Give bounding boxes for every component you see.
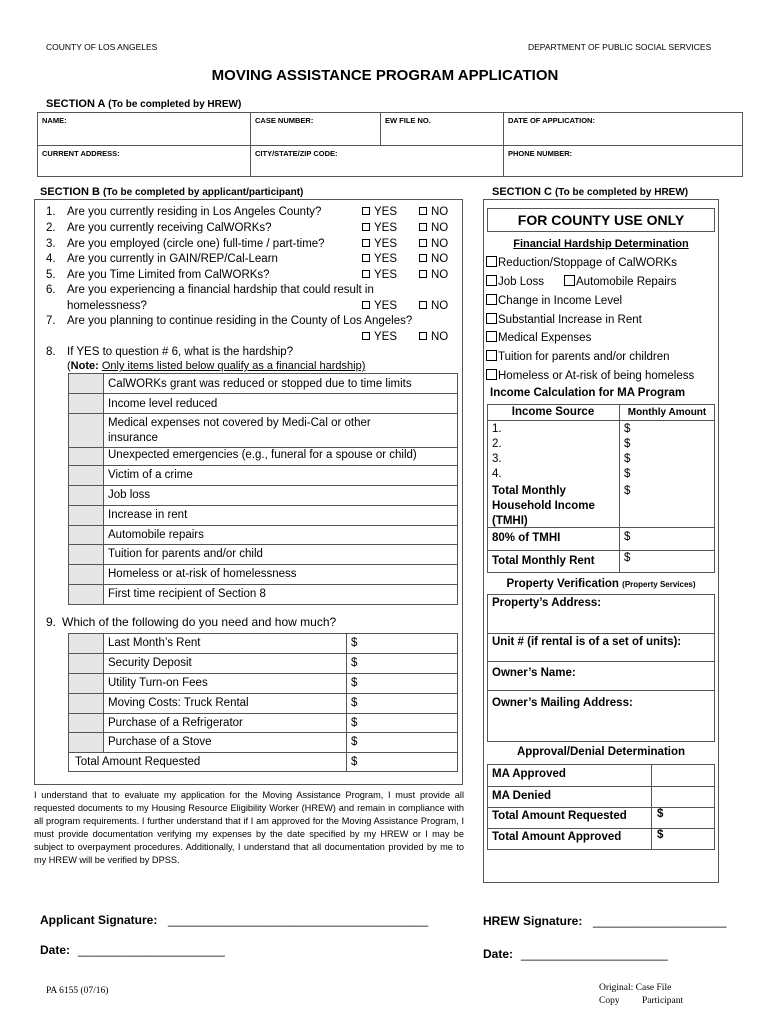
ma-denied-field[interactable] bbox=[657, 790, 713, 806]
fhd-tuition: Tuition for parents and/or children bbox=[486, 350, 670, 363]
fhd-reduction-checkbox[interactable] bbox=[486, 256, 497, 267]
property-address-field[interactable]: Property’s Address: bbox=[492, 597, 602, 609]
q7-answer: YES bbox=[362, 330, 397, 346]
q7-no: NO bbox=[419, 330, 448, 346]
q1-answer: YES bbox=[362, 205, 397, 221]
need-item[interactable]: Security Deposit bbox=[108, 657, 192, 669]
total-amount-requested-label: Total Amount Requested bbox=[75, 756, 201, 768]
section-c-heading: SECTION C (To be completed by HREW) bbox=[492, 186, 689, 198]
income-source-header: Income Source bbox=[511, 406, 595, 418]
pct-tmhi-label: 80% of TMHI bbox=[492, 532, 561, 544]
q4-num: 4. bbox=[46, 253, 56, 265]
approval-total-requested-label: Total Amount Requested bbox=[492, 810, 627, 822]
total-rent-amount[interactable]: $ bbox=[624, 552, 631, 564]
q7-no-checkbox[interactable] bbox=[419, 332, 427, 340]
need-item[interactable]: Purchase of a Refrigerator bbox=[108, 717, 243, 729]
need-item[interactable]: Last Month’s Rent bbox=[108, 637, 201, 649]
ma-denied-label: MA Denied bbox=[492, 790, 551, 802]
q6-no: NO bbox=[419, 299, 448, 315]
section-b-heading: SECTION B (To be completed by applicant/participant) bbox=[40, 186, 304, 198]
form-title: MOVING ASSISTANCE PROGRAM APPLICATION bbox=[211, 67, 559, 84]
hardship-item[interactable]: Income level reduced bbox=[108, 398, 218, 410]
q2-text: Are you currently receiving CalWORKs? bbox=[67, 222, 272, 234]
approval-title: Approval/Denial Determination bbox=[516, 746, 686, 758]
need-item[interactable]: Moving Costs: Truck Rental bbox=[108, 697, 249, 709]
q3-num: 3. bbox=[46, 238, 56, 250]
need-item[interactable]: Purchase of a Stove bbox=[108, 736, 212, 748]
applicant-signature-label: Applicant Signature: bbox=[40, 913, 158, 927]
fhd-medical: Medical Expenses bbox=[486, 331, 591, 344]
q6-num: 6. bbox=[46, 284, 56, 296]
q6-answer: YES bbox=[362, 299, 397, 315]
fhd-auto-repairs-checkbox[interactable] bbox=[564, 275, 575, 286]
income-amount-1[interactable]: $ bbox=[624, 423, 631, 435]
tmhi-amount[interactable]: $ bbox=[624, 485, 631, 497]
applicant-signature-line[interactable]: _______________________________________ bbox=[168, 913, 429, 927]
q8-note: (Note: Only items listed below qualify as a financial hardship) bbox=[67, 360, 366, 372]
fhd-auto-repairs: Automobile Repairs bbox=[564, 275, 676, 288]
need-amount-field[interactable]: $ bbox=[351, 717, 358, 729]
income-amount-4[interactable]: $ bbox=[624, 468, 631, 480]
applicant-statement: I understand that to evaluate my application for the Moving Assistance Program, I must provide all requested documents to my Housing Resource Eligibility Worker (HREW) and remain in compliance with all program requirements. I further understand that if I am approved for the Moving Assistance Program, I must provide documentation verifying my expenses by the date specified by my HREW or I may be subject to overpayment procedures. Additionally, I understand that all documentation provided by me to my HREW will be verified by DPSS. bbox=[34, 790, 464, 865]
q5-answer: YES bbox=[362, 268, 397, 284]
q9-text: Which of the following do you need and how much? bbox=[62, 615, 337, 629]
q7-yes-checkbox[interactable] bbox=[362, 332, 370, 340]
monthly-amount-header: Monthly Amount bbox=[627, 407, 707, 418]
income-row-1[interactable]: 1. bbox=[492, 423, 502, 435]
income-amount-3[interactable]: $ bbox=[624, 453, 631, 465]
q4-text: Are you currently in GAIN/REP/Cal-Learn bbox=[67, 253, 278, 265]
department-name: DEPARTMENT OF PUBLIC SOCIAL SERVICES bbox=[528, 42, 712, 52]
hardship-item[interactable]: First time recipient of Section 8 bbox=[108, 588, 266, 600]
fhd-homeless-checkbox[interactable] bbox=[486, 369, 497, 380]
hardship-item[interactable]: Job loss bbox=[108, 489, 151, 501]
q5-yes-checkbox[interactable] bbox=[362, 270, 370, 278]
need-amount-field[interactable]: $ bbox=[351, 677, 358, 689]
hrew-signature-line[interactable]: ____________________ bbox=[593, 914, 727, 928]
total-rent-label: Total Monthly Rent bbox=[492, 555, 595, 567]
hardship-item[interactable]: Automobile repairs bbox=[108, 529, 204, 541]
approval-approved-amount[interactable]: $ bbox=[657, 829, 664, 841]
q9-num: 9. bbox=[46, 615, 57, 629]
fhd-homeless: Homeless or At-risk of being homeless bbox=[486, 369, 694, 382]
owner-name-field[interactable]: Owner’s Name: bbox=[492, 667, 576, 679]
q1-num: 1. bbox=[46, 206, 56, 218]
need-amount-field[interactable]: $ bbox=[351, 637, 358, 649]
q6-yes-checkbox[interactable] bbox=[362, 301, 370, 309]
q6-text-cont: homelessness? bbox=[67, 300, 147, 312]
ew-file-no-field[interactable]: EW FILE NO. bbox=[385, 116, 431, 125]
q4-no-checkbox[interactable] bbox=[419, 254, 427, 262]
pct-tmhi-amount[interactable]: $ bbox=[624, 531, 631, 543]
phone-number-field[interactable]: PHONE NUMBER: bbox=[508, 149, 573, 158]
q1-text: Are you currently residing in Los Angeles County? bbox=[67, 206, 322, 218]
need-amount-field[interactable]: $ bbox=[351, 657, 358, 669]
distribution-copy-label: Copy bbox=[599, 996, 620, 1006]
hardship-item[interactable]: Medical expenses not covered by Medi-Cal or other insurance bbox=[108, 417, 371, 444]
city-state-zip-field[interactable]: CITY/STATE/ZIP CODE: bbox=[255, 149, 338, 158]
fhd-income-change: Change in Income Level bbox=[486, 294, 622, 307]
fhd-tuition-checkbox[interactable] bbox=[486, 350, 497, 361]
distribution-original: Original: Case File bbox=[599, 983, 672, 993]
form-number: PA 6155 (07/16) bbox=[46, 986, 109, 996]
q1-no: NO bbox=[419, 205, 448, 221]
hardship-item[interactable]: Homeless or at-risk of homelessness bbox=[108, 568, 297, 580]
section-a-heading: SECTION A (To be completed by HREW) bbox=[46, 98, 242, 110]
q1-yes-checkbox[interactable] bbox=[362, 207, 370, 215]
need-amount-field[interactable]: $ bbox=[351, 697, 358, 709]
q3-no: NO bbox=[419, 237, 448, 253]
q7-num: 7. bbox=[46, 315, 56, 327]
q3-answer: YES bbox=[362, 237, 397, 253]
q7-text: Are you planning to continue residing in the County of Los Angeles? bbox=[67, 315, 413, 327]
fhd-rent-increase: Substantial Increase in Rent bbox=[486, 313, 642, 326]
q2-answer: YES bbox=[362, 221, 397, 237]
name-field[interactable]: NAME: bbox=[42, 116, 67, 125]
tmhi-label: Total Monthly Household Income (TMHI) bbox=[492, 485, 595, 527]
hardship-item[interactable]: Increase in rent bbox=[108, 509, 188, 521]
q2-num: 2. bbox=[46, 222, 56, 234]
hardship-item[interactable]: Victim of a crime bbox=[108, 469, 193, 481]
approval-requested-amount[interactable]: $ bbox=[657, 808, 664, 820]
hrew-date-label: Date: bbox=[483, 947, 514, 961]
q8-text: If YES to question # 6, what is the hardship? bbox=[67, 346, 294, 358]
q6-text: Are you experiencing a financial hardship that could result in bbox=[67, 284, 374, 296]
hrew-date-line[interactable]: ______________________ bbox=[521, 947, 668, 961]
distribution-copy-value: Participant bbox=[642, 996, 684, 1006]
hardship-item[interactable]: Tuition for parents and/or child bbox=[108, 548, 263, 560]
county-name: COUNTY OF LOS ANGELES bbox=[46, 42, 158, 52]
hardship-item[interactable]: CalWORKs grant was reduced or stopped due to time limits bbox=[108, 378, 412, 390]
fhd-title: Financial Hardship Determination bbox=[513, 238, 689, 250]
applicant-date-line[interactable]: ______________________ bbox=[78, 943, 225, 957]
income-calc-title: Income Calculation for MA Program bbox=[490, 387, 686, 399]
fhd-medical-checkbox[interactable] bbox=[486, 331, 497, 342]
q4-answer: YES bbox=[362, 252, 397, 268]
approval-total-approved-label: Total Amount Approved bbox=[492, 831, 622, 843]
fhd-rent-increase-checkbox[interactable] bbox=[486, 313, 497, 324]
income-row-4[interactable]: 4. bbox=[492, 468, 502, 480]
q2-yes-checkbox[interactable] bbox=[362, 223, 370, 231]
income-amount-2[interactable]: $ bbox=[624, 438, 631, 450]
q5-no-checkbox[interactable] bbox=[419, 270, 427, 278]
q5-no: NO bbox=[419, 268, 448, 284]
fhd-reduction: Reduction/Stoppage of CalWORKs bbox=[486, 256, 677, 269]
q5-num: 5. bbox=[46, 269, 56, 281]
applicant-date-label: Date: bbox=[40, 943, 71, 957]
income-row-3[interactable]: 3. bbox=[492, 453, 502, 465]
county-use-title: FOR COUNTY USE ONLY bbox=[517, 212, 685, 228]
q2-no-checkbox[interactable] bbox=[419, 223, 427, 231]
date-of-application-field[interactable]: DATE OF APPLICATION: bbox=[508, 116, 595, 125]
current-address-field[interactable]: CURRENT ADDRESS: bbox=[42, 149, 120, 158]
ma-approved-field[interactable] bbox=[657, 768, 713, 784]
q3-no-checkbox[interactable] bbox=[419, 239, 427, 247]
q4-yes-checkbox[interactable] bbox=[362, 254, 370, 262]
q8-num: 8. bbox=[46, 346, 56, 358]
total-amount-field[interactable]: $ bbox=[351, 756, 358, 768]
property-verification-title: Property Verification (Property Services) bbox=[506, 578, 696, 590]
fhd-income-change-checkbox[interactable] bbox=[486, 294, 497, 305]
need-item[interactable]: Utility Turn-on Fees bbox=[108, 677, 208, 689]
q2-no: NO bbox=[419, 221, 448, 237]
hardship-item[interactable]: Unexpected emergencies (e.g., funeral for a spouse or child) bbox=[108, 449, 417, 461]
q6-no-checkbox[interactable] bbox=[419, 301, 427, 309]
unit-number-field[interactable]: Unit # (if rental is of a set of units): bbox=[492, 636, 682, 648]
fhd-job-loss-checkbox[interactable] bbox=[486, 275, 497, 286]
q3-text: Are you employed (circle one) full-time / part-time? bbox=[67, 238, 325, 250]
fhd-job-loss: Job Loss bbox=[486, 275, 544, 288]
need-amount-field[interactable]: $ bbox=[351, 736, 358, 748]
q1-no-checkbox[interactable] bbox=[419, 207, 427, 215]
q3-yes-checkbox[interactable] bbox=[362, 239, 370, 247]
case-number-field[interactable]: CASE NUMBER: bbox=[255, 116, 314, 125]
q5-text: Are you Time Limited from CalWORKs? bbox=[67, 269, 270, 281]
income-row-2[interactable]: 2. bbox=[492, 438, 502, 450]
hrew-signature-label: HREW Signature: bbox=[483, 914, 583, 928]
ma-approved-label: MA Approved bbox=[492, 768, 566, 780]
q4-no: NO bbox=[419, 252, 448, 268]
owner-mailing-address-field[interactable]: Owner’s Mailing Address: bbox=[492, 697, 633, 709]
